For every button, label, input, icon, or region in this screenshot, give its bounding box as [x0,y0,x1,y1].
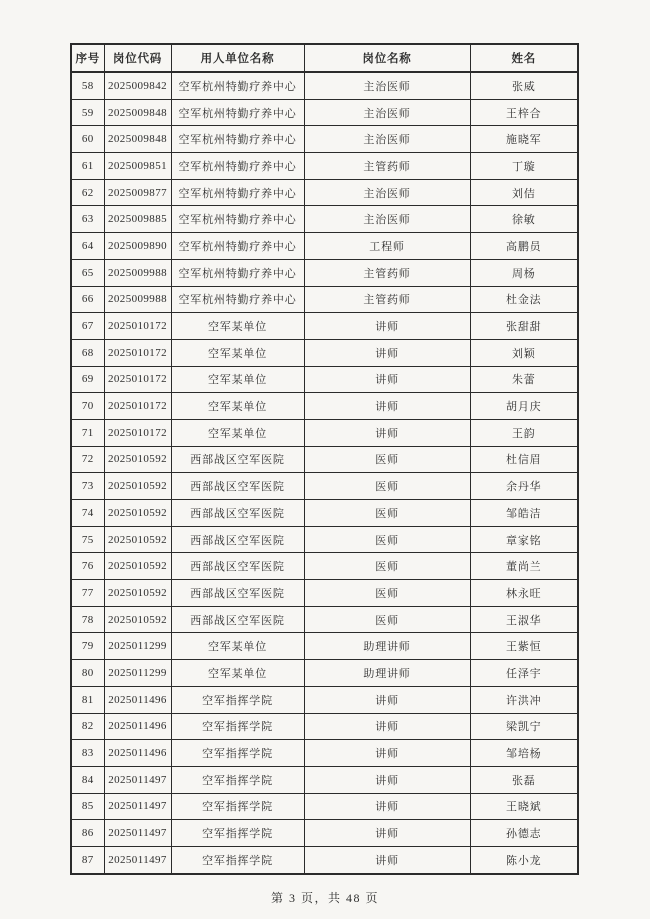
table-cell: 空军某单位 [171,419,304,446]
table-cell: 杜信眉 [470,446,578,473]
table-cell: 2025010172 [104,313,171,340]
table-cell: 2025010592 [104,606,171,633]
table-cell: 2025009848 [104,99,171,126]
table-row [71,126,578,153]
table-cell: 2025009988 [104,259,171,286]
table-cell: 78 [71,606,104,633]
table-cell: 医师 [304,446,470,473]
table-row [71,633,578,660]
column-header-0: 序号 [71,44,104,72]
table-row [71,526,578,553]
table-cell: 医师 [304,473,470,500]
table-cell: 空军指挥学院 [171,793,304,820]
table-cell: 王梓合 [470,99,578,126]
table-cell: 西部战区空军医院 [171,473,304,500]
table-cell: 83 [71,740,104,767]
table-row [71,473,578,500]
table-cell: 81 [71,686,104,713]
table-row [71,233,578,260]
table-row [71,366,578,393]
table-cell: 2025010172 [104,366,171,393]
table-row [71,339,578,366]
table-cell: 余丹华 [470,473,578,500]
table-cell: 林永旺 [470,580,578,607]
table-cell: 80 [71,660,104,687]
table-cell: 讲师 [304,393,470,420]
table-cell: 讲师 [304,820,470,847]
table-cell: 空军杭州特勤疗养中心 [171,259,304,286]
table-cell: 西部战区空军医院 [171,606,304,633]
table-cell: 主治医师 [304,72,470,99]
table-cell: 空军指挥学院 [171,820,304,847]
table-row [71,793,578,820]
table-cell: 空军某单位 [171,366,304,393]
table-cell: 77 [71,580,104,607]
table-cell: 高鹏员 [470,233,578,260]
table-row [71,660,578,687]
table-cell: 2025011496 [104,686,171,713]
table-cell: 西部战区空军医院 [171,580,304,607]
table-cell: 张磊 [470,766,578,793]
table-cell: 工程师 [304,233,470,260]
column-header-1: 岗位代码 [104,44,171,72]
table-cell: 空军杭州特勤疗养中心 [171,99,304,126]
table-cell: 空军杭州特勤疗养中心 [171,179,304,206]
table-cell: 空军某单位 [171,393,304,420]
table-cell: 2025011496 [104,740,171,767]
table-cell: 空军指挥学院 [171,766,304,793]
table-cell: 60 [71,126,104,153]
table-cell: 医师 [304,580,470,607]
table-cell: 2025011497 [104,846,171,873]
table-cell: 周杨 [470,259,578,286]
table-cell: 84 [71,766,104,793]
table-cell: 75 [71,526,104,553]
table-row [71,179,578,206]
table-cell: 2025010592 [104,553,171,580]
table-cell: 63 [71,206,104,233]
table-cell: 讲师 [304,313,470,340]
table-cell: 空军杭州特勤疗养中心 [171,72,304,99]
table-row [71,606,578,633]
table-cell: 85 [71,793,104,820]
position-roster-table [70,43,579,875]
table-cell: 助理讲师 [304,633,470,660]
table-cell: 邹培杨 [470,740,578,767]
table-cell: 70 [71,393,104,420]
table-cell: 空军某单位 [171,633,304,660]
table-cell: 68 [71,339,104,366]
table-row [71,419,578,446]
column-header-2: 用人单位名称 [171,44,304,72]
table-cell: 空军杭州特勤疗养中心 [171,153,304,180]
table-cell: 杜金法 [470,286,578,313]
header-row [71,44,578,72]
table-cell: 74 [71,500,104,527]
table-row [71,820,578,847]
table-cell: 讲师 [304,846,470,873]
table-cell: 医师 [304,553,470,580]
table-cell: 讲师 [304,686,470,713]
table-cell: 2025010592 [104,526,171,553]
table-cell: 施晓军 [470,126,578,153]
table-cell: 2025010172 [104,419,171,446]
column-header-3: 岗位名称 [304,44,470,72]
table-cell: 2025010172 [104,393,171,420]
table-cell: 2025010592 [104,446,171,473]
table-cell: 62 [71,179,104,206]
table-cell: 82 [71,713,104,740]
table-cell: 朱蕾 [470,366,578,393]
table-cell: 张威 [470,72,578,99]
table-cell: 医师 [304,526,470,553]
table-cell: 72 [71,446,104,473]
table-cell: 2025009842 [104,72,171,99]
table-cell: 孙德志 [470,820,578,847]
table-cell: 空军指挥学院 [171,713,304,740]
page-number-footer: 第 3 页，共 48 页 [270,891,379,905]
table-cell: 2025011299 [104,660,171,687]
table-cell: 67 [71,313,104,340]
table-cell: 空军某单位 [171,313,304,340]
column-header-4: 姓名 [470,44,578,72]
table-row [71,99,578,126]
table-row [71,206,578,233]
table-cell: 西部战区空军医院 [171,526,304,553]
table-cell: 2025009848 [104,126,171,153]
table-cell: 刘颖 [470,339,578,366]
table-cell: 2025011497 [104,793,171,820]
table-cell: 2025009851 [104,153,171,180]
table-cell: 空军杭州特勤疗养中心 [171,206,304,233]
table-cell: 陈小龙 [470,846,578,873]
table-cell: 胡月庆 [470,393,578,420]
table-cell: 2025011299 [104,633,171,660]
table-cell: 2025011497 [104,766,171,793]
table-row [71,153,578,180]
table-row [71,72,578,99]
table-row [71,713,578,740]
table-cell: 主治医师 [304,206,470,233]
table-cell: 讲师 [304,766,470,793]
table-cell: 张甜甜 [470,313,578,340]
table-cell: 59 [71,99,104,126]
table-cell: 2025010592 [104,500,171,527]
table-cell: 主管药师 [304,286,470,313]
table-cell: 梁凯宁 [470,713,578,740]
table-row [71,286,578,313]
table-cell: 讲师 [304,713,470,740]
table-cell: 西部战区空军医院 [171,446,304,473]
table-cell: 讲师 [304,740,470,767]
table-cell: 2025010592 [104,473,171,500]
table-cell: 空军杭州特勤疗养中心 [171,286,304,313]
table-row [71,846,578,873]
table-cell: 王晓斌 [470,793,578,820]
table-cell: 讲师 [304,793,470,820]
table-cell: 58 [71,72,104,99]
table-cell: 主治医师 [304,126,470,153]
table-cell: 空军某单位 [171,339,304,366]
table-cell: 任泽宇 [470,660,578,687]
table-cell: 王韵 [470,419,578,446]
table-cell: 2025009877 [104,179,171,206]
table-cell: 主管药师 [304,259,470,286]
table-cell: 69 [71,366,104,393]
table-cell: 87 [71,846,104,873]
table-cell: 空军指挥学院 [171,740,304,767]
table-row [71,580,578,607]
table-cell: 讲师 [304,366,470,393]
table-cell: 王淑华 [470,606,578,633]
table-cell: 讲师 [304,339,470,366]
table-cell: 王紫恒 [470,633,578,660]
table-cell: 空军杭州特勤疗养中心 [171,126,304,153]
table-cell: 讲师 [304,419,470,446]
table-cell: 2025011497 [104,820,171,847]
table-cell: 空军指挥学院 [171,846,304,873]
table-cell: 空军某单位 [171,660,304,687]
table-row [71,740,578,767]
table-cell: 73 [71,473,104,500]
table-cell: 2025009988 [104,286,171,313]
table-cell: 2025009890 [104,233,171,260]
table-cell: 主管药师 [304,153,470,180]
table-row [71,259,578,286]
table-cell: 空军指挥学院 [171,686,304,713]
table-cell: 86 [71,820,104,847]
table-row [71,446,578,473]
table-row [71,313,578,340]
table-cell: 医师 [304,500,470,527]
table-row [71,553,578,580]
table-cell: 65 [71,259,104,286]
table-cell: 76 [71,553,104,580]
table-cell: 主治医师 [304,99,470,126]
table-cell: 66 [71,286,104,313]
table-cell: 61 [71,153,104,180]
table-cell: 2025010592 [104,580,171,607]
table-cell: 79 [71,633,104,660]
table-cell: 71 [71,419,104,446]
table-cell: 邹皓洁 [470,500,578,527]
table-cell: 西部战区空军医院 [171,553,304,580]
table-cell: 64 [71,233,104,260]
table-cell: 西部战区空军医院 [171,500,304,527]
table-cell: 丁璇 [470,153,578,180]
table-cell: 空军杭州特勤疗养中心 [171,233,304,260]
table-cell: 徐敏 [470,206,578,233]
table-cell: 2025010172 [104,339,171,366]
table-cell: 许洪冲 [470,686,578,713]
table-cell: 2025009885 [104,206,171,233]
table-cell: 主治医师 [304,179,470,206]
table-row [71,393,578,420]
table-cell: 章家铭 [470,526,578,553]
table-cell: 刘佶 [470,179,578,206]
table-row [71,766,578,793]
table-cell: 助理讲师 [304,660,470,687]
table-cell: 医师 [304,606,470,633]
table-cell: 董尚兰 [470,553,578,580]
table-row [71,500,578,527]
table-row [71,686,578,713]
table-cell: 2025011496 [104,713,171,740]
